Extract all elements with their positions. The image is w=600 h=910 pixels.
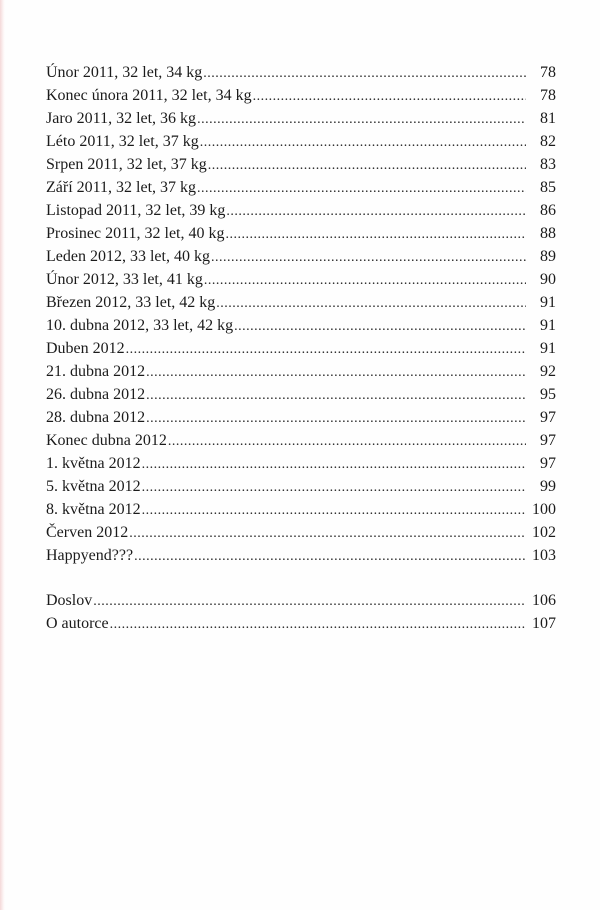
toc-dot-leader bbox=[129, 522, 526, 545]
toc-entry bbox=[46, 429, 556, 452]
toc-entry bbox=[46, 107, 556, 130]
toc-entry-page-number: 99 bbox=[540, 478, 556, 495]
toc-entry-title: Duben 2012 bbox=[46, 340, 125, 357]
toc-entry bbox=[46, 544, 556, 567]
toc-entry-page-number: 81 bbox=[540, 110, 556, 127]
toc-entry-page-number: 97 bbox=[540, 432, 556, 449]
toc-entry-title: Jaro 2011, 32 let, 36 kg bbox=[46, 110, 197, 127]
toc-entry-title: Leden 2012, 33 let, 40 kg bbox=[46, 248, 210, 265]
toc-entry-page-number: 89 bbox=[540, 248, 556, 265]
toc-entry-page-number: 106 bbox=[532, 592, 556, 609]
toc-entry bbox=[46, 199, 556, 222]
toc-dot-leader bbox=[168, 430, 526, 453]
toc-dot-leader bbox=[197, 108, 526, 131]
toc-entry-page-number: 91 bbox=[540, 294, 556, 311]
toc-entry-title: 26. dubna 2012 bbox=[46, 386, 146, 403]
toc-entry-page-number: 107 bbox=[532, 615, 556, 632]
toc-entry-page-number: 102 bbox=[532, 524, 556, 541]
toc-entry-page-number: 100 bbox=[532, 501, 556, 518]
toc-entry-title: O autorce bbox=[46, 615, 109, 632]
toc-entry-title: Konec dubna 2012 bbox=[46, 432, 167, 449]
toc-entry-title: 5. května 2012 bbox=[46, 478, 141, 495]
toc-entry-title: Léto 2011, 32 let, 37 kg bbox=[46, 133, 199, 150]
toc-dot-leader bbox=[93, 590, 526, 613]
toc-entry-title: Září 2011, 32 let, 37 kg bbox=[46, 179, 197, 196]
toc-entry bbox=[46, 360, 556, 383]
toc-entry bbox=[46, 314, 556, 337]
toc-entry-title: Březen 2012, 33 let, 42 kg bbox=[46, 294, 216, 311]
toc-entry-title: Únor 2012, 33 let, 41 kg bbox=[46, 271, 203, 288]
toc-dot-leader bbox=[200, 131, 526, 154]
toc-entry-page-number: 97 bbox=[540, 455, 556, 472]
toc-entry-page-number: 90 bbox=[540, 271, 556, 288]
toc-entry-page-number: 83 bbox=[540, 156, 556, 173]
toc-entry bbox=[46, 84, 556, 107]
toc-dot-leader bbox=[134, 545, 526, 568]
toc-entry-page-number: 78 bbox=[540, 87, 556, 104]
toc-entry-page-number: 78 bbox=[540, 64, 556, 81]
toc-entry-page-number: 95 bbox=[540, 386, 556, 403]
toc-entry-title: Únor 2011, 32 let, 34 kg bbox=[46, 64, 203, 81]
toc-dot-leader bbox=[204, 269, 526, 292]
toc-entry bbox=[46, 245, 556, 268]
toc-entry bbox=[46, 589, 556, 612]
toc-dot-leader bbox=[146, 407, 526, 430]
toc-dot-leader bbox=[234, 315, 526, 338]
toc-entry-page-number: 92 bbox=[540, 363, 556, 380]
toc-entry bbox=[46, 406, 556, 429]
toc-entry bbox=[46, 521, 556, 544]
toc-dot-leader bbox=[226, 200, 526, 223]
toc-entry-title: Červen 2012 bbox=[46, 524, 129, 541]
toc-entry-page-number: 86 bbox=[540, 202, 556, 219]
toc-entry bbox=[46, 268, 556, 291]
toc-entry bbox=[46, 612, 556, 635]
toc-dot-leader bbox=[146, 384, 526, 407]
toc-entry-page-number: 88 bbox=[540, 225, 556, 242]
toc-dot-leader bbox=[203, 62, 526, 85]
toc-entry-title: 1. května 2012 bbox=[46, 455, 141, 472]
toc-dot-leader bbox=[142, 476, 526, 499]
toc-entry-page-number: 97 bbox=[540, 409, 556, 426]
toc-dot-leader bbox=[216, 292, 526, 315]
toc-entry-title: Srpen 2011, 32 let, 37 kg bbox=[46, 156, 207, 173]
toc-dot-leader bbox=[211, 246, 526, 269]
toc-dot-leader bbox=[208, 154, 526, 177]
page-edge-shadow bbox=[0, 0, 5, 910]
toc-entry-title: Listopad 2011, 32 let, 39 kg bbox=[46, 202, 226, 219]
toc-section-chapters bbox=[46, 61, 556, 567]
toc-entry-title: Prosinec 2011, 32 let, 40 kg bbox=[46, 225, 225, 242]
toc-dot-leader bbox=[226, 223, 527, 246]
toc-entry-title: 8. května 2012 bbox=[46, 501, 141, 518]
toc-entry-title: Happyend??? bbox=[46, 547, 134, 564]
toc-entry-page-number: 91 bbox=[540, 340, 556, 357]
toc-entry-title: Konec února 2011, 32 let, 34 kg bbox=[46, 87, 252, 104]
toc-dot-leader bbox=[197, 177, 526, 200]
toc-entry-title: 10. dubna 2012, 33 let, 42 kg bbox=[46, 317, 234, 334]
toc-dot-leader bbox=[126, 338, 526, 361]
toc-entry bbox=[46, 452, 556, 475]
toc-entry-page-number: 91 bbox=[540, 317, 556, 334]
toc-dot-leader bbox=[253, 85, 526, 108]
toc-dot-leader bbox=[142, 499, 526, 522]
toc-entry-page-number: 103 bbox=[532, 547, 556, 564]
toc-section-gap bbox=[46, 567, 556, 589]
toc-dot-leader bbox=[146, 361, 526, 384]
table-of-contents bbox=[46, 61, 556, 635]
toc-section-appendix bbox=[46, 589, 556, 635]
toc-dot-leader bbox=[142, 453, 526, 476]
toc-entry-title: 28. dubna 2012 bbox=[46, 409, 146, 426]
toc-entry bbox=[46, 176, 556, 199]
toc-entry bbox=[46, 498, 556, 521]
toc-entry-page-number: 82 bbox=[540, 133, 556, 150]
toc-entry bbox=[46, 337, 556, 360]
toc-entry-title: Doslov bbox=[46, 592, 93, 609]
toc-entry-title: 21. dubna 2012 bbox=[46, 363, 146, 380]
toc-entry bbox=[46, 130, 556, 153]
toc-entry bbox=[46, 291, 556, 314]
toc-entry-page-number: 85 bbox=[540, 179, 556, 196]
toc-entry bbox=[46, 61, 556, 84]
toc-entry bbox=[46, 222, 556, 245]
toc-entry bbox=[46, 383, 556, 406]
toc-entry bbox=[46, 475, 556, 498]
toc-entry bbox=[46, 153, 556, 176]
toc-dot-leader bbox=[110, 613, 526, 636]
